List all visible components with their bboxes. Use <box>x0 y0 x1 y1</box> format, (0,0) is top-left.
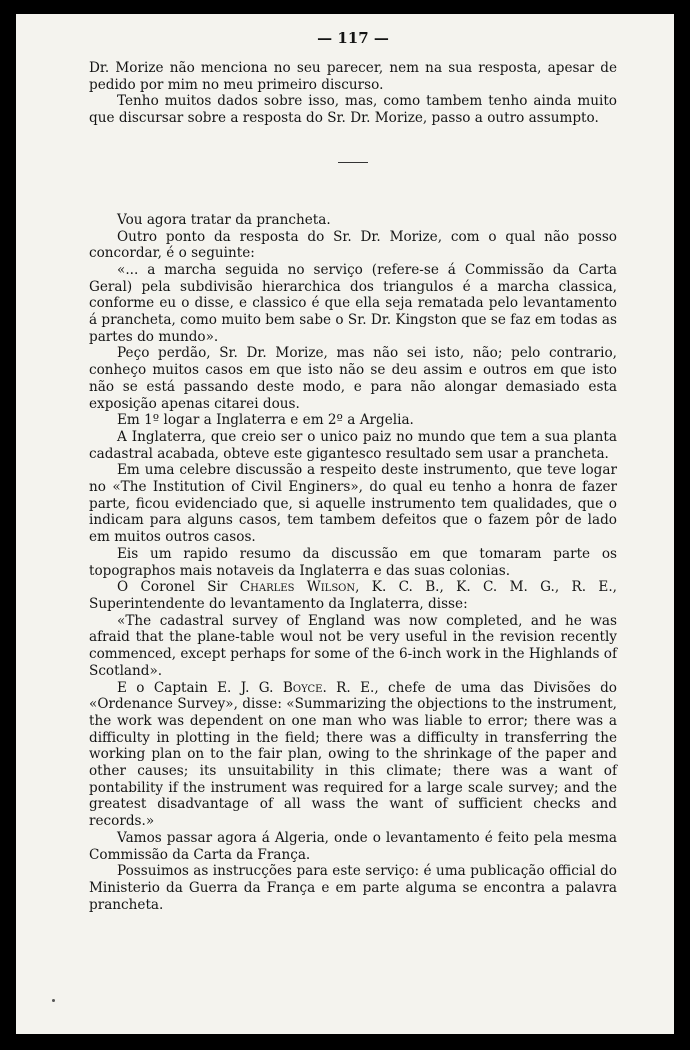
boyce-name: Boyce <box>282 679 323 696</box>
section-separator <box>338 162 368 163</box>
page-content <box>89 28 617 913</box>
paragraph-another-point: Outro ponto da resposta do Sr. Dr. Morize, com o qual não posso concordar, é o seguinte: <box>89 228 617 262</box>
paragraph-celebre-discussao: Em uma celebre discussão a respeito deste instrumento, que teve logar no «The Institution of Civil Enginers», do qual eu tenho a honra de fazer parte, ficou evidenciado que, si aquelle instrumento tem qualidades, que o indicam para alguns casos, tem tambem defeitos que o fazem pôr de lado em muitos outros casos. <box>89 462 617 546</box>
paragraph-resumo: Eis um rapido resumo da discussão em que tomaram parte os topographos mais notaveis da Inglaterra e das suas colonias. <box>89 545 617 579</box>
paragraph-first-second: Em 1º logar a Inglaterra e em 2º a Argelia. <box>117 412 414 429</box>
book-page <box>16 14 674 1034</box>
paragraph-many-data: Tenho muitos dados sobre isso, mas, como tambem tenho ainda muito que discursar sobre a resposta do Sr. Dr. Morize, passo a outro assumpto. <box>89 93 617 127</box>
boyce-after: . R. E., chefe de uma das Divisões do «Ordenance Survey», disse: «Summarizing the objections to the instrument, the work was dependent on one man who was liable to error; there was a difficulty in plotting in the field; there was a difficulty in transferring the working plan on to the fair plan, owing to the shrinkage of the paper and other causes; its unsuitability in this climate; there was a want of pontability if the instrument was required for a large scale survey; and the greatest disadvantage of all wass the want of sufficient checks and records.» <box>89 679 617 830</box>
paragraph-wilson-quote: «The cadastral survey of England was now completed, and he was afraid that the plane-table woul not be very useful in the revision recently commenced, except perhaps for some of the 6-inch work in the Highlands of Scotland». <box>89 612 617 679</box>
wilson-name: Charles Wilson <box>239 579 356 596</box>
paragraph-morize-not-mention: Dr. Morize não menciona no seu parecer, nem na sua resposta, apesar de pedido por mim no meu primeiro discurso. <box>89 60 617 93</box>
paragraph-prancheta-intro: Vou agora tratar da prancheta. <box>117 211 331 228</box>
boyce-before: E o Captain E. J. G. <box>117 679 283 696</box>
page-number: — 117 — <box>317 29 389 47</box>
paragraph-quote-morize: «... a marcha seguida no serviço (refere-se á Commissão da Carta Geral) pela subdivisão hierarchica dos triangulos é a marcha classica, conforme eu o disse, e classico é que ella seja rematada pelo levantamento á prancheta, como muito bem sabe o Sr. Dr. Kingston que se faz em todas as partes do mundo». <box>89 261 617 345</box>
paragraph-boyce <box>89 680 617 830</box>
paragraph-england: A Inglaterra, que creio ser o unico paiz no mundo que tem a sua planta cadastral acabada, obteve este gigantesco resultado sem usar a prancheta. <box>89 428 617 462</box>
paragraph-instrucoes: Possuimos as instrucções para este serviço: é uma publicação official do Ministerio da Guerra da França e em parte alguma se encontra a palavra prancheta. <box>89 863 617 913</box>
margin-speck <box>52 999 55 1002</box>
wilson-after: , K. C. B., K. C. M. G., R. E., Superintendente do levantamento da Inglaterra, disse: <box>89 579 617 612</box>
paragraph-pardon: Peço perdão, Sr. Dr. Morize, mas não sei isto, não; pelo contrario, conheço muitos casos em que isto não se deu assim e outros em que isto não se está passando deste modo, e para não alongar demasiado esta exposição apenas citarei dous. <box>89 345 617 412</box>
paragraph-wilson <box>89 579 617 612</box>
wilson-before: O Coronel Sir <box>117 579 240 596</box>
paragraph-algeria: Vamos passar agora á Algeria, onde o levantamento é feito pela mesma Commissão da Carta da França. <box>89 829 617 863</box>
